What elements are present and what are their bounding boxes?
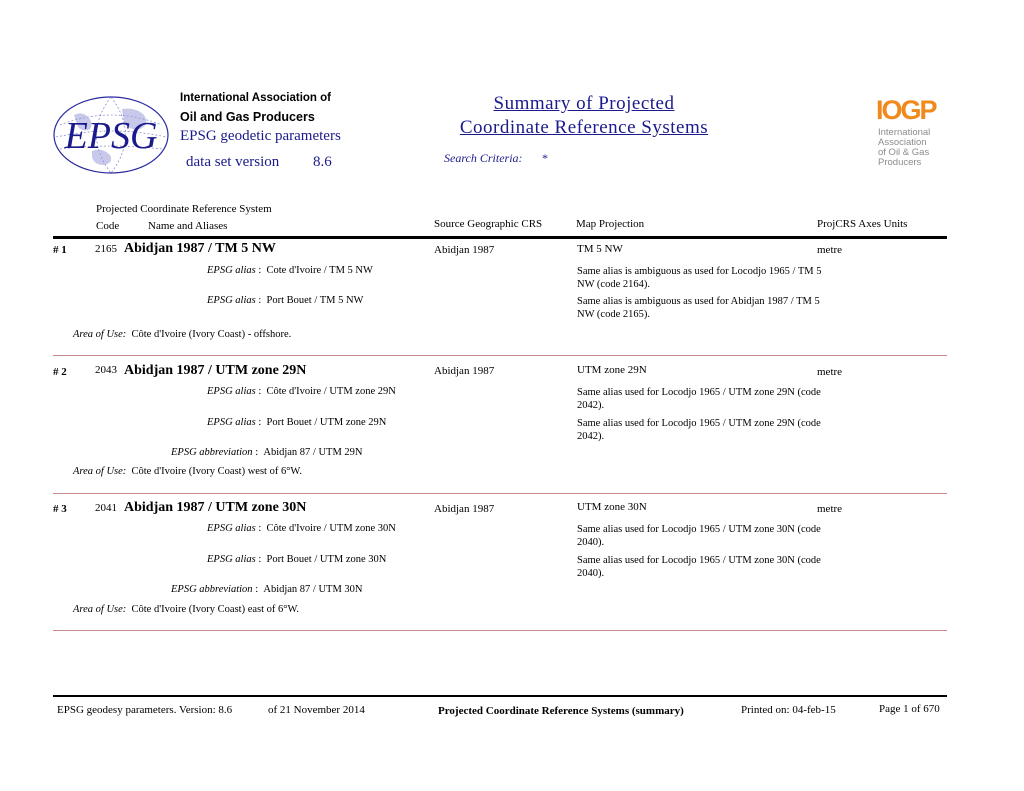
area-label: Area of Use: xyxy=(73,604,127,615)
iogp-logo-text-1: International xyxy=(878,127,931,138)
org-name-line2: Oil and Gas Producers xyxy=(180,110,315,124)
record-code: 2043 xyxy=(95,364,117,376)
search-criteria-value: * xyxy=(542,151,548,165)
area-label: Area of Use: xyxy=(73,329,127,340)
record-source: Abidjan 1987 xyxy=(434,365,495,377)
svg-text:EPSG: EPSG xyxy=(64,115,158,157)
record-units: metre xyxy=(817,366,843,378)
alias-row: EPSG alias : Port Bouet / UTM zone 29N xyxy=(207,417,387,428)
column-group-header: Projected Coordinate Reference System xyxy=(96,203,272,215)
alias-value: Cote d'Ivoire / TM 5 NW xyxy=(266,265,373,276)
record-divider xyxy=(53,630,947,631)
alias-note: Same alias used for Locodjo 1965 / UTM zone 30N (code 2040). xyxy=(577,524,821,548)
alias-row: EPSG alias : Port Bouet / UTM zone 30N xyxy=(207,554,387,565)
record-projection: UTM zone 30N xyxy=(577,501,647,513)
footer-date: of 21 November 2014 xyxy=(268,704,365,716)
record-code: 2165 xyxy=(95,243,117,255)
record-index: # 3 xyxy=(53,503,67,515)
alias-row: EPSG alias : Côte d'Ivoire / UTM zone 29N xyxy=(207,386,396,397)
iogp-logo-text-4: Producers xyxy=(878,157,922,168)
column-header-source: Source Geographic CRS xyxy=(434,218,543,230)
header-rule xyxy=(53,236,947,239)
area-of-use-row xyxy=(73,604,299,615)
footer-printed: Printed on: 04-feb-15 xyxy=(741,704,836,716)
alias-note: Same alias is ambiguous as used for Locodjo 1965 / TM 5 NW (code 2164). xyxy=(577,266,822,290)
iogp-logo-mark: IOGP xyxy=(876,95,936,125)
iogp-logo-text-3: of Oil & Gas xyxy=(878,147,930,158)
area-label: Area of Use: xyxy=(73,466,127,477)
alias-label: EPSG alias xyxy=(207,523,256,534)
footer-title: Projected Coordinate Reference Systems (summary) xyxy=(438,705,684,717)
record-units: metre xyxy=(817,503,843,515)
org-name-line1: International Association of xyxy=(180,92,332,104)
iogp-logo-text-2: Association xyxy=(878,137,927,148)
record-source: Abidjan 1987 xyxy=(434,503,495,515)
record-source: Abidjan 1987 xyxy=(434,244,495,256)
iogp-logo xyxy=(876,96,946,170)
alias-label: EPSG alias xyxy=(207,386,256,397)
footer-version: EPSG geodesy parameters. Version: 8.6 xyxy=(57,704,233,716)
area-of-use-row xyxy=(73,329,291,340)
alias-label: EPSG alias xyxy=(207,265,256,276)
alias-value: Côte d'Ivoire / UTM zone 29N xyxy=(266,386,396,397)
record-units: metre xyxy=(817,244,843,256)
alias-note: Same alias used for Locodjo 1965 / UTM zone 29N (code 2042). xyxy=(577,387,821,411)
record-projection: UTM zone 29N xyxy=(577,364,647,376)
record-index: # 2 xyxy=(53,366,67,378)
column-header-units: ProjCRS Axes Units xyxy=(817,218,908,230)
alias-row: EPSG alias : Côte d'Ivoire / UTM zone 30N xyxy=(207,523,396,534)
record-name: Abidjan 1987 / UTM zone 29N xyxy=(124,363,307,378)
dataset-label: data set version xyxy=(186,154,280,170)
alias-note: Same alias is ambiguous as used for Abidjan 1987 / TM 5 NW (code 2165). xyxy=(577,296,820,320)
alias-value: Port Bouet / UTM zone 29N xyxy=(266,417,387,428)
record-projection: TM 5 NW xyxy=(577,243,623,255)
alias-value: Côte d'Ivoire / UTM zone 30N xyxy=(266,523,396,534)
abbreviation-value: Abidjan 87 / UTM 30N xyxy=(263,584,363,595)
alias-value: Port Bouet / TM 5 NW xyxy=(266,295,364,306)
alias-row: EPSG alias : Port Bouet / TM 5 NW xyxy=(207,295,364,306)
area-value: Côte d'Ivoire (Ivory Coast) east of 6°W. xyxy=(131,604,300,615)
alias-label: EPSG alias xyxy=(207,554,256,565)
page-title-line1: Summary of Projected xyxy=(493,93,675,114)
abbreviation-value: Abidjan 87 / UTM 29N xyxy=(263,447,363,458)
column-header-projection: Map Projection xyxy=(576,218,645,230)
page-title-line2: Coordinate Reference Systems xyxy=(459,117,709,138)
record-code: 2041 xyxy=(95,502,117,514)
record-index: # 1 xyxy=(53,244,67,256)
alias-note: Same alias used for Locodjo 1965 / UTM zone 29N (code 2042). xyxy=(577,418,821,442)
abbreviation-row: EPSG abbreviation : Abidjan 87 / UTM 30N xyxy=(171,584,363,595)
column-header-code: Code xyxy=(96,220,120,232)
alias-label: EPSG alias xyxy=(207,417,256,428)
record-name: Abidjan 1987 / TM 5 NW xyxy=(124,241,276,256)
abbreviation-row: EPSG abbreviation : Abidjan 87 / UTM 29N xyxy=(171,447,363,458)
column-header-name: Name and Aliases xyxy=(148,220,228,232)
abbreviation-label: EPSG abbreviation xyxy=(171,584,253,595)
footer-rule xyxy=(53,695,947,697)
alias-row: EPSG alias : Cote d'Ivoire / TM 5 NW xyxy=(207,265,373,276)
alias-label: EPSG alias xyxy=(207,295,256,306)
subtitle: EPSG geodetic parameters xyxy=(180,128,341,144)
dataset-version: 8.6 xyxy=(313,154,332,170)
alias-note: Same alias used for Locodjo 1965 / UTM zone 30N (code 2040). xyxy=(577,555,821,579)
area-of-use-row xyxy=(73,466,302,477)
abbreviation-label: EPSG abbreviation xyxy=(171,447,253,458)
footer-page: Page 1 of 670 xyxy=(879,703,940,715)
search-criteria-label: Search Criteria: xyxy=(444,151,523,165)
record-divider xyxy=(53,355,947,356)
alias-value: Port Bouet / UTM zone 30N xyxy=(266,554,387,565)
area-value: Côte d'Ivoire (Ivory Coast) - offshore. xyxy=(131,329,292,340)
area-value: Côte d'Ivoire (Ivory Coast) west of 6°W. xyxy=(131,466,302,477)
record-divider xyxy=(53,493,947,494)
record-name: Abidjan 1987 / UTM zone 30N xyxy=(124,500,307,515)
